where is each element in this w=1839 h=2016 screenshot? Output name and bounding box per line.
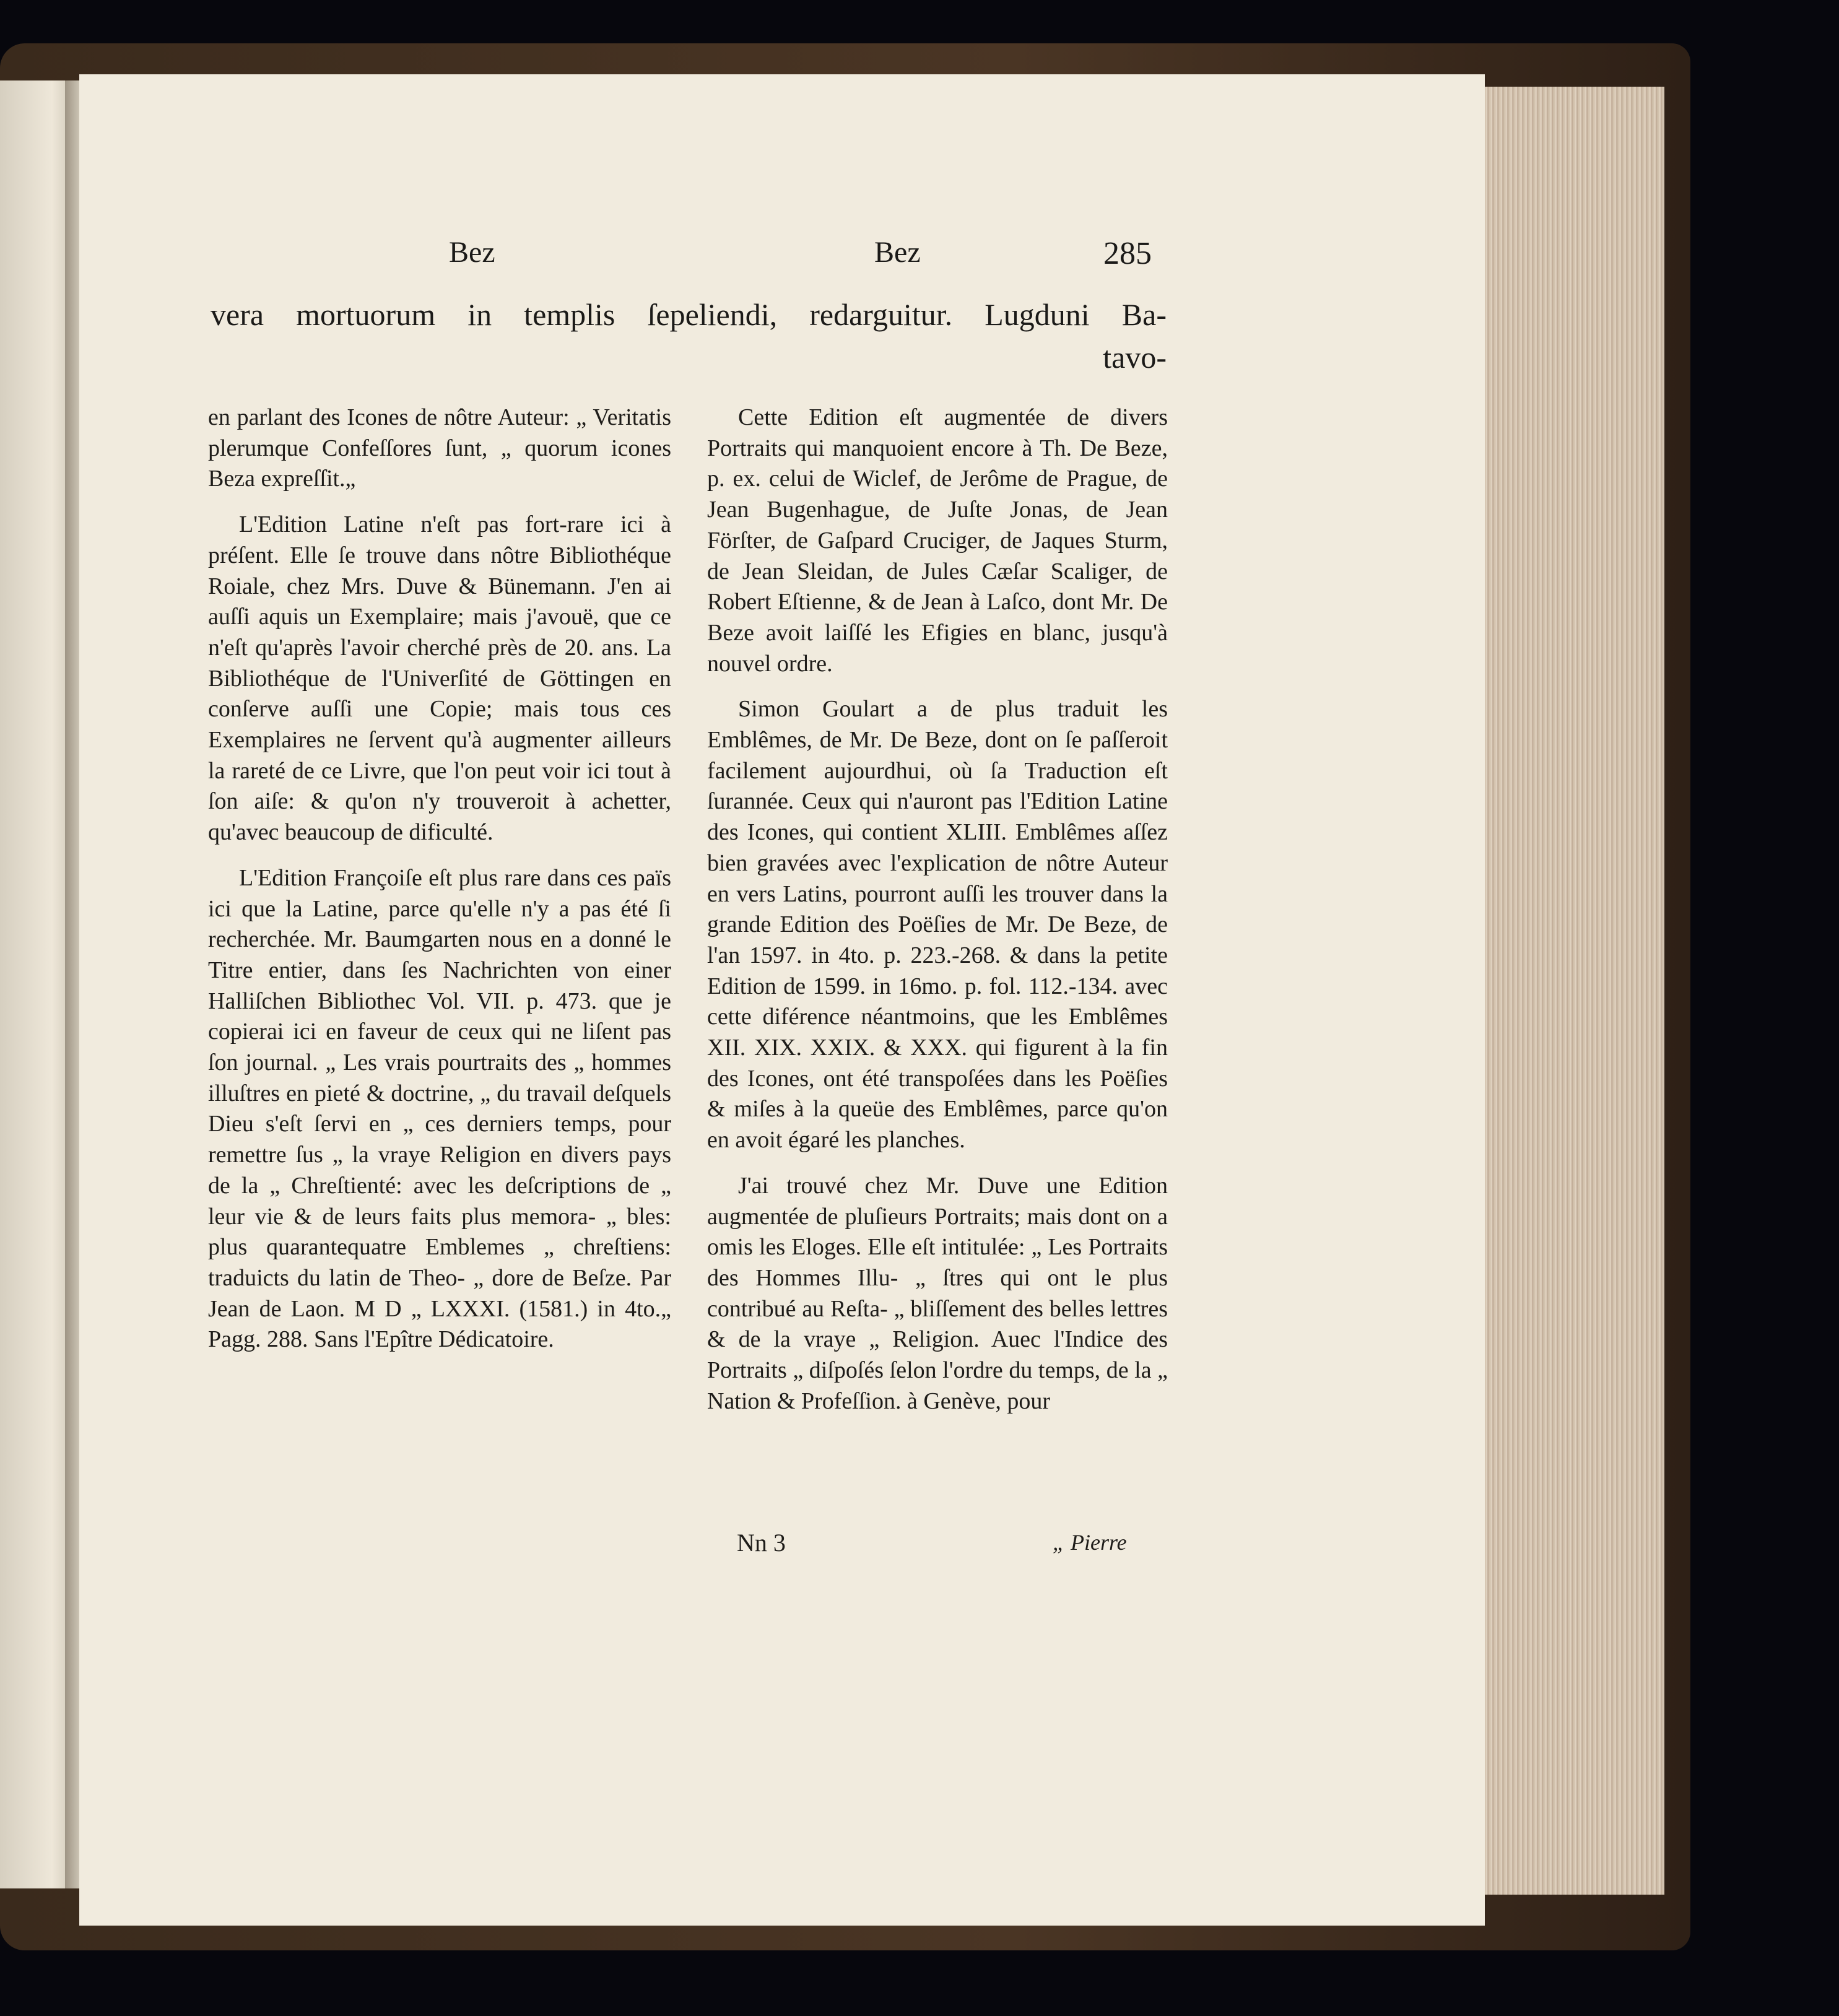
paragraph: Simon Goulart a de plus traduit les Emblêmes, de Mr. De Beze, dont on ſe paſſeroit facilement aujourdhui, où ſa Traduction eſt ſurannée. Ceux qui n'auront pas l'Edition Latine des Icones, qui contient XLIII. Emblêmes aſſez bien gravées avec l'explication de nôtre Auteur en vers Latins, pourront auſſi les trouver dans la grande Edition des Poëſies de Mr. De Beze, de l'an 1597. in 4to. p. 223.-268. & dans la petite Edition de 1599. in 16mo. p. fol. 112.-134. avec cette diférence néantmoins, que les Emblêmes XII. XIX. XXIX. & XXX. qui figurent à la fin des Icones, ont été transpoſées dans les Poëſies & miſes à la queüe des Emblêmes, parce qu'on en avoit égaré les planches. — [707, 696, 1168, 1154]
left-text-column — [208, 402, 671, 1355]
paragraph: L'Edition Françoiſe eſt plus rare dans ces païs ici que la Latine, parce qu'elle n'y a pas été ſi recherchée. Mr. Baumgarten nous en a donné le Titre entier, dans ſes Nachrichten von einer Halliſchen Bibliothec Vol. VII. p. 473. que je copierai ici en faveur de ceux qui ne liſent pas ſon journal. „ Les vrais pourtraits des „ hommes illuſtres en pieté & doctrine, „ du travail deſquels Dieu s'eſt ſervi en „ ces derniers temps, pour remettre ſus „ la vraye Religion en divers pays de la „ Chreſtienté: avec les deſcriptions de „ leur vie & de leurs faits plus memora- „ bles: plus quarantequatre Emblemes „ chreſtiens: traduicts du latin de Theo- „ dore de Beſze. Par Jean de Laon. M D „ LXXXI. (1581.) in 4to.„ Pagg. 288. Sans l'Epître Dédicatoire. — [208, 864, 671, 1353]
signature-mark: Nn 3 — [737, 1529, 786, 1557]
continuation-line: vera mortuorum in templis ſepeliendi, redarguitur. Lugduni Ba- — [211, 297, 1167, 332]
paragraph: L'Edition Latine n'eſt pas fort-rare ici à préſent. Elle ſe trouve dans nôtre Bibliothéque Roiale, chez Mrs. Duve & Bünemann. J'en ai auſſi aquis un Exemplaire; mais j'avouë, que ce n'eſt qu'après l'avoir cherché près de 20. ans. La Bibliothéque de l'Univerſité de Göttingen en conſerve auſſi une Copie; mais tous ces Exemplaires ne ſervent qu'à augmenter ailleurs la rareté de ce Livre, que l'on peut voir ici tout à ſon aiſe: & qu'on n'y trouveroit à achetter, qu'avec beaucoup de dificulté. — [208, 511, 671, 846]
paragraph: en parlant des Icones de nôtre Auteur: „ Veritatis plerumque Confeſſores ſunt, „ quorum icones Beza expreſſit.„ — [208, 404, 671, 492]
running-head-center: Bez — [874, 236, 921, 269]
right-text-column — [707, 402, 1168, 1417]
running-head-left: Bez — [449, 236, 495, 269]
catchword: „ Pierre — [1053, 1530, 1127, 1555]
page-edges — [1485, 87, 1664, 1895]
paragraph: Cette Edition eſt augmentée de divers Portraits qui manquoient encore à Th. De Beze, p. ex. celui de Wiclef, de Jerôme de Prague, de Jean Bugenhague, de Juſte Jonas, de Jean Förſter, de Gaſpard Cruciger, de Jaques Sturm, de Jean Sleidan, de Jules Cæſar Scaliger, de Robert Eſtienne, & de Jean à Laſco, dont Mr. De Beze avoit laiſſé les Efigies en blanc, jusqu'à nouvel ordre. — [707, 404, 1168, 677]
page-number: 285 — [1103, 236, 1152, 271]
continuation-line-2: tavo- — [1103, 340, 1167, 375]
paragraph: J'ai trouvé chez Mr. Duve une Edition augmentée de pluſieurs Portraits; mais dont on a omis les Eloges. Elle eſt intitulée: „ Les Portraits des Hommes Illu- „ ſtres qui ont le plus contribué au Reſta- „ bliſſement des belles lettres & de la vraye „ Religion. Auec l'Indice des Portraits „ diſpoſés ſelon l'ordre du temps, de la „ Nation & Profeſſion. à Genève, pour — [707, 1172, 1168, 1414]
left-page-edge — [0, 80, 74, 1888]
